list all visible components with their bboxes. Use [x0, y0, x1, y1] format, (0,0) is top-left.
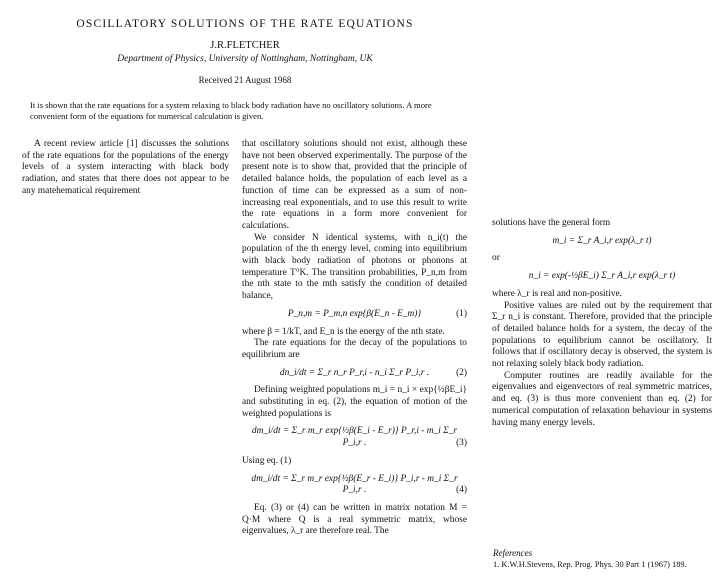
reference-item: 1. K.W.H.Stevens, Rep. Prog. Phys. 30 Part 1 (1967) 189. [493, 560, 687, 569]
author: J.R.FLETCHER [210, 40, 280, 51]
column-1 [22, 139, 229, 198]
col3-paragraph-2: where λ_r is real and non-positive. [492, 288, 623, 299]
col1-paragraph-1: A recent review article [1] discusses the solutions of the rate equations for the populations of the energy levels of a system interacting with black body radiation, and states that there does not appear to be any matehematical requirement [22, 139, 229, 196]
equation-1 [242, 309, 467, 321]
col2-paragraph-4: The rate equations for the decay of the populations to equilibrium are [242, 338, 467, 360]
abstract: It is shown that the rate equations for a system relaxing to black body radiation have no oscillatory solutions. A more convenient form of the equations for numerical calculation is given. [30, 100, 432, 121]
col3-paragraph-1: solutions have the general form [492, 218, 611, 228]
column-2 [242, 139, 467, 538]
equation-4-number: (4) [456, 485, 467, 496]
equation-4 [242, 474, 467, 497]
equation-4-body: dm_i/dt = Σ_r m_r exp{½β(E_r - E_i)} P_i,r - m_i Σ_r P_i,r . [251, 473, 458, 496]
equation-6: n_i = exp(-½βE_i) Σ_r A_i,r exp(λ_r t) [528, 271, 676, 282]
equation-2-body: dn_i/dt = Σ_r n_r P_r,i - n_i Σ_r P_i,r . [279, 367, 430, 378]
col2-paragraph-1: that oscillatory solutions should not exist, although these have not been observed experimentally. The purpose of the present note is to show that, provided that the principle of detailed balance holds, the population of each level as a function of time can be expressed as a sum of non-increasing real exponentials, and to use this result to write the rate equations in a form more convenient for calculations. [242, 139, 467, 231]
references-heading: References [493, 548, 533, 558]
paper-title: OSCILLATORY SOLUTIONS OF THE RATE EQUATIONS [76, 18, 414, 30]
affiliation: Department of Physics, University of Nottingham, Nottingham, UK [117, 54, 373, 64]
col2-paragraph-5: Defining weighted populations m_i = n_i × exp{½βE_i} and substituting in eq. (2), the equation of motion of the weighted populations is [242, 385, 467, 419]
col3-paragraph-4: Computer routines are readily available for the eigenvalues and eigenvectors of real symmetric matrices, and eq. (3) is thus more convenient than eq. (2) for numerical computation of relaxation behaviour in systems having many energy levels. [492, 370, 712, 428]
equation-3-body: dm_i/dt = Σ_r m_r exp{½β(E_i - E_r)} P_r,i - m_i Σ_r P_i,r . [251, 426, 458, 449]
col2-paragraph-3: where β = 1/kT, and E_n is the energy of the nth state. [242, 326, 445, 337]
col3-or: or [492, 253, 500, 264]
received-date: Received 21 August 1968 [198, 75, 292, 85]
equation-5: m_i = Σ_r A_i,r exp(λ_r t) [552, 235, 652, 246]
equation-2 [242, 368, 467, 380]
column-3 [492, 218, 712, 429]
equation-3-number: (3) [456, 438, 467, 449]
equation-2-number: (2) [456, 367, 467, 378]
col3-paragraph-3: Positive values are ruled out by the requirement that Σ_r n_i is constant. Therefore, provided that the principle of detailed balance holds for a system, the decay of the populations to equilibrium cannot be oscillatory. It follows that if oscillatory decay is observed, the system is not relaxing solely black body radiation. [492, 300, 712, 370]
equation-3 [242, 426, 467, 449]
equation-1-number: (1) [456, 308, 467, 319]
equation-1-body: P_n,m = P_m,n exp{β(E_n - E_m)} [287, 308, 422, 319]
col2-paragraph-7: Eq. (3) or (4) can be written in matrix notation M = Q·M where Q is a real symmetric matrix, whose eigenvalues, λ_r are therefore real. The [242, 502, 467, 537]
col2-paragraph-2: We consider N identical systems, with n_i(t) the population of the th energy level, coming into equilibrium with black body radiation of photons or phonons at temperature T°K. The transition probabilities, P_n,m from the nth state to the mth satisfy the condition of detailed balance, [242, 232, 467, 302]
col2-paragraph-6: Using eq. (1) [242, 455, 292, 466]
